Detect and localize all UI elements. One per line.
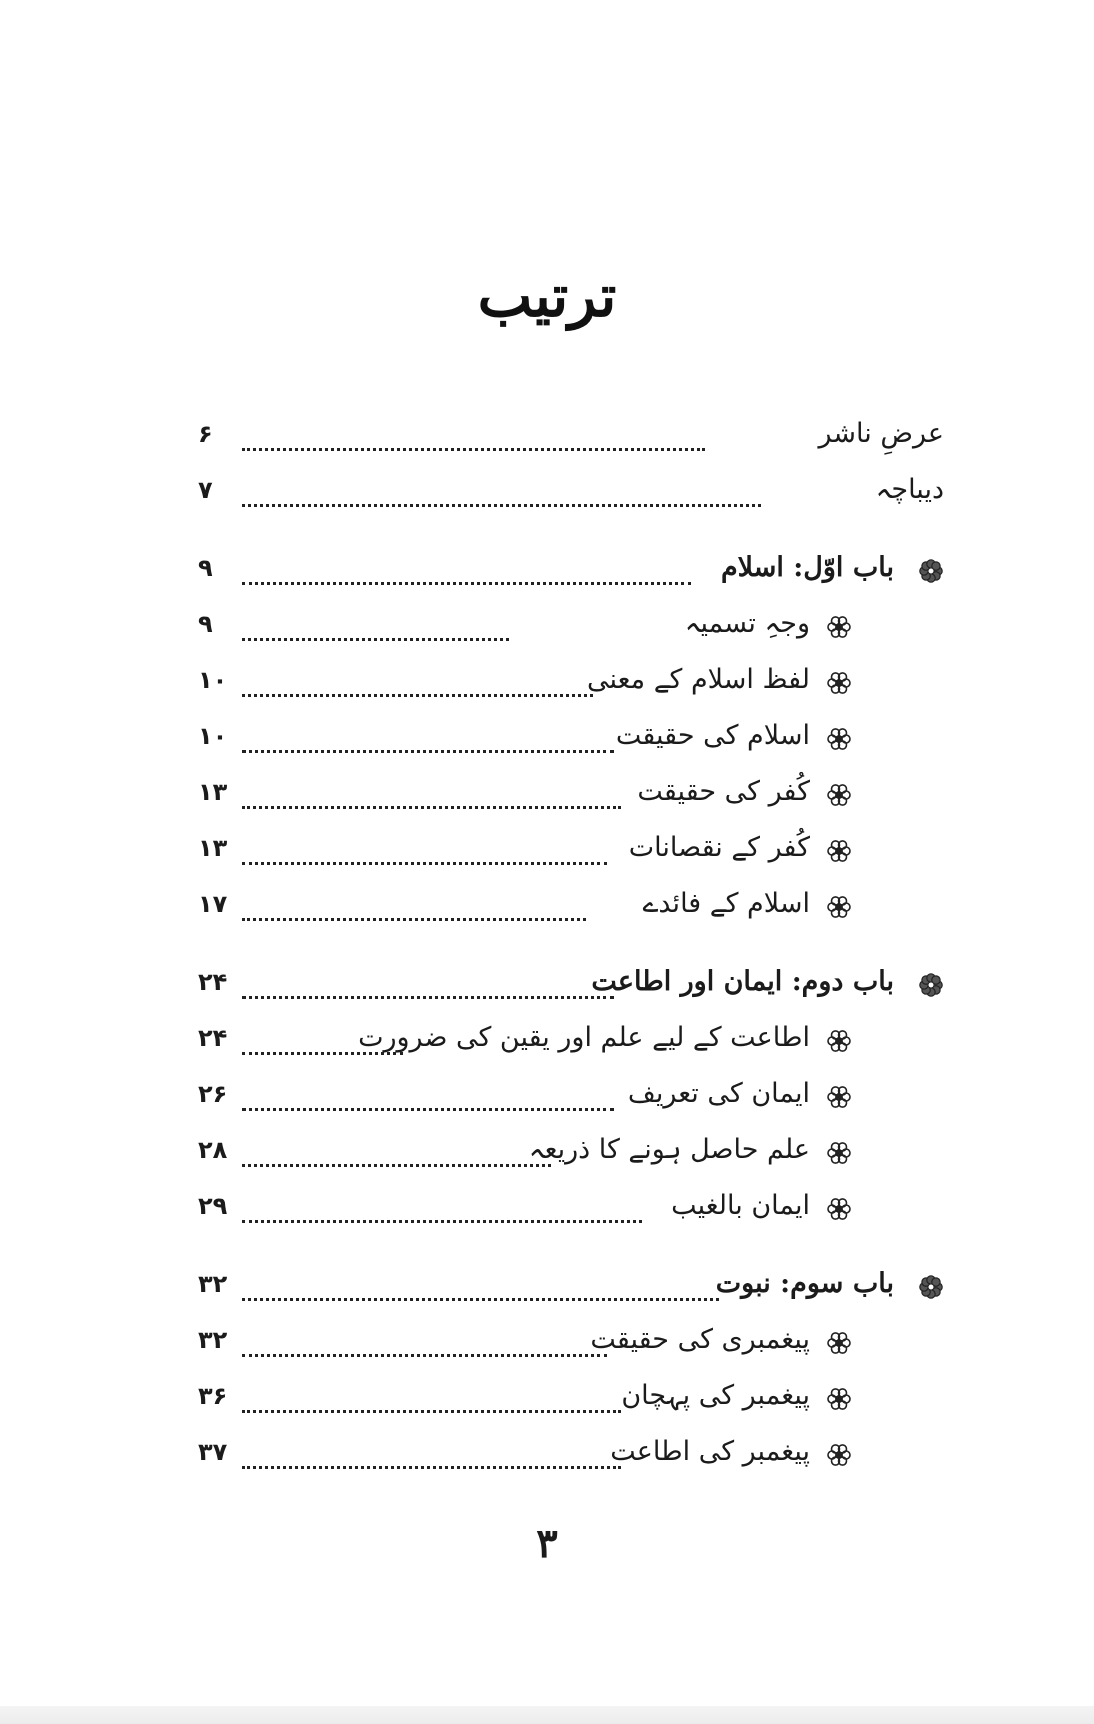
entry-page-number: ۲۴: [198, 968, 228, 996]
scan-edge: [0, 1706, 1094, 1724]
leader-dots: [242, 1220, 642, 1223]
toc-entry-row[interactable]: [198, 1070, 944, 1126]
page-title: ترتیب: [477, 262, 617, 330]
leader-dots: [242, 1298, 719, 1301]
leader-dots: [242, 1410, 621, 1413]
entry-title: اسلام کے فائدے: [642, 888, 810, 919]
chapter-title: باب دوم: ایمان اور اطاعت: [591, 966, 894, 997]
leader-dots: [242, 1466, 621, 1469]
entry-title: علم حاصل ہونے کا ذریعہ: [528, 1134, 810, 1165]
entry-page-number: ۳۷: [198, 1438, 228, 1466]
leader-dots: [242, 918, 586, 921]
toc-entry-row[interactable]: [198, 1014, 944, 1070]
item-bullet-icon: [826, 1442, 852, 1468]
toc-chapter-row[interactable]: [198, 544, 944, 600]
entry-page-number: ۳۶: [198, 1382, 228, 1410]
leader-dots: [242, 504, 761, 507]
leader-dots: [242, 750, 614, 753]
entry-title: اطاعت کے لیے علم اور یقین کی ضرورت: [358, 1022, 810, 1053]
entry-page-number: ۲۶: [198, 1080, 228, 1108]
item-bullet-icon: [826, 1386, 852, 1412]
entry-page-number: ۱۰: [198, 666, 228, 694]
entry-page-number: ۹: [198, 554, 213, 582]
entry-page-number: ۱۷: [198, 890, 228, 918]
item-bullet-icon: [826, 1084, 852, 1110]
toc-entry-row[interactable]: [198, 600, 944, 656]
item-bullet-icon: [826, 1028, 852, 1054]
item-bullet-icon: [826, 726, 852, 752]
item-bullet-icon: [826, 1140, 852, 1166]
leader-dots: [242, 1108, 614, 1111]
entry-page-number: ۲۹: [198, 1192, 228, 1220]
section-spacer: [198, 522, 944, 544]
toc-entry-row[interactable]: [198, 768, 944, 824]
entry-page-number: ۶: [198, 420, 213, 448]
entry-title: کُفر کے نقصانات: [628, 832, 810, 863]
toc-entry-row[interactable]: [198, 712, 944, 768]
toc-entry-row[interactable]: [198, 1428, 944, 1484]
entry-page-number: ۱۰: [198, 722, 228, 750]
entry-title: پیغمبری کی حقیقت: [590, 1324, 810, 1355]
toc-entry-row[interactable]: [198, 1372, 944, 1428]
leader-dots: [242, 996, 614, 999]
item-bullet-icon: [826, 614, 852, 640]
entry-page-number: ۳۲: [198, 1326, 228, 1354]
toc-entry-row[interactable]: [198, 466, 944, 522]
toc-chapter-row[interactable]: [198, 1260, 944, 1316]
entry-page-number: ۲۸: [198, 1136, 228, 1164]
chapter-title: باب اوّل: اسلام: [720, 552, 894, 583]
entry-page-number: ۳۲: [198, 1270, 228, 1298]
chapter-title: باب سوم: نبوت: [715, 1268, 894, 1299]
entry-title: پیغمبر کی پہچان: [621, 1380, 810, 1411]
page-number: ۳: [536, 1520, 558, 1567]
toc-entry-row[interactable]: [198, 410, 944, 466]
item-bullet-icon: [826, 782, 852, 808]
section-bullet-icon: [918, 558, 944, 584]
entry-title: دیباچہ: [875, 474, 944, 505]
leader-dots: [242, 1354, 607, 1357]
toc-entry-row[interactable]: [198, 824, 944, 880]
item-bullet-icon: [826, 1196, 852, 1222]
toc-entry-row[interactable]: [198, 1182, 944, 1238]
toc-entry-row[interactable]: [198, 656, 944, 712]
entry-title: ایمان بالغیب: [671, 1190, 810, 1221]
section-spacer: [198, 936, 944, 958]
leader-dots: [242, 1164, 551, 1167]
toc-entry-row[interactable]: [198, 1126, 944, 1182]
toc-entry-row[interactable]: [198, 880, 944, 936]
leader-dots: [242, 1052, 403, 1055]
toc-entry-row[interactable]: [198, 1316, 944, 1372]
entry-page-number: ۱۳: [198, 778, 228, 806]
section-bullet-icon: [918, 972, 944, 998]
entry-title: ایمان کی تعریف: [627, 1078, 810, 1109]
table-of-contents: [198, 410, 944, 1484]
section-spacer: [198, 1238, 944, 1260]
toc-chapter-row[interactable]: [198, 958, 944, 1014]
item-bullet-icon: [826, 1330, 852, 1356]
entry-title: عرضِ ناشر: [818, 418, 944, 449]
leader-dots: [242, 582, 691, 585]
leader-dots: [242, 694, 593, 697]
leader-dots: [242, 806, 621, 809]
item-bullet-icon: [826, 894, 852, 920]
entry-title: وجہِ تسمیہ: [684, 608, 810, 639]
entry-page-number: ۹: [198, 610, 213, 638]
item-bullet-icon: [826, 838, 852, 864]
leader-dots: [242, 448, 705, 451]
entry-title: اسلام کی حقیقت: [615, 720, 810, 751]
leader-dots: [242, 638, 509, 641]
entry-page-number: ۷: [198, 476, 213, 504]
entry-page-number: ۱۳: [198, 834, 228, 862]
item-bullet-icon: [826, 670, 852, 696]
section-bullet-icon: [918, 1274, 944, 1300]
entry-page-number: ۲۴: [198, 1024, 228, 1052]
entry-title: لفظ اسلام کے معنی: [586, 664, 810, 695]
entry-title: پیغمبر کی اطاعت: [610, 1436, 810, 1467]
entry-title: کُفر کی حقیقت: [637, 776, 810, 807]
leader-dots: [242, 862, 607, 865]
